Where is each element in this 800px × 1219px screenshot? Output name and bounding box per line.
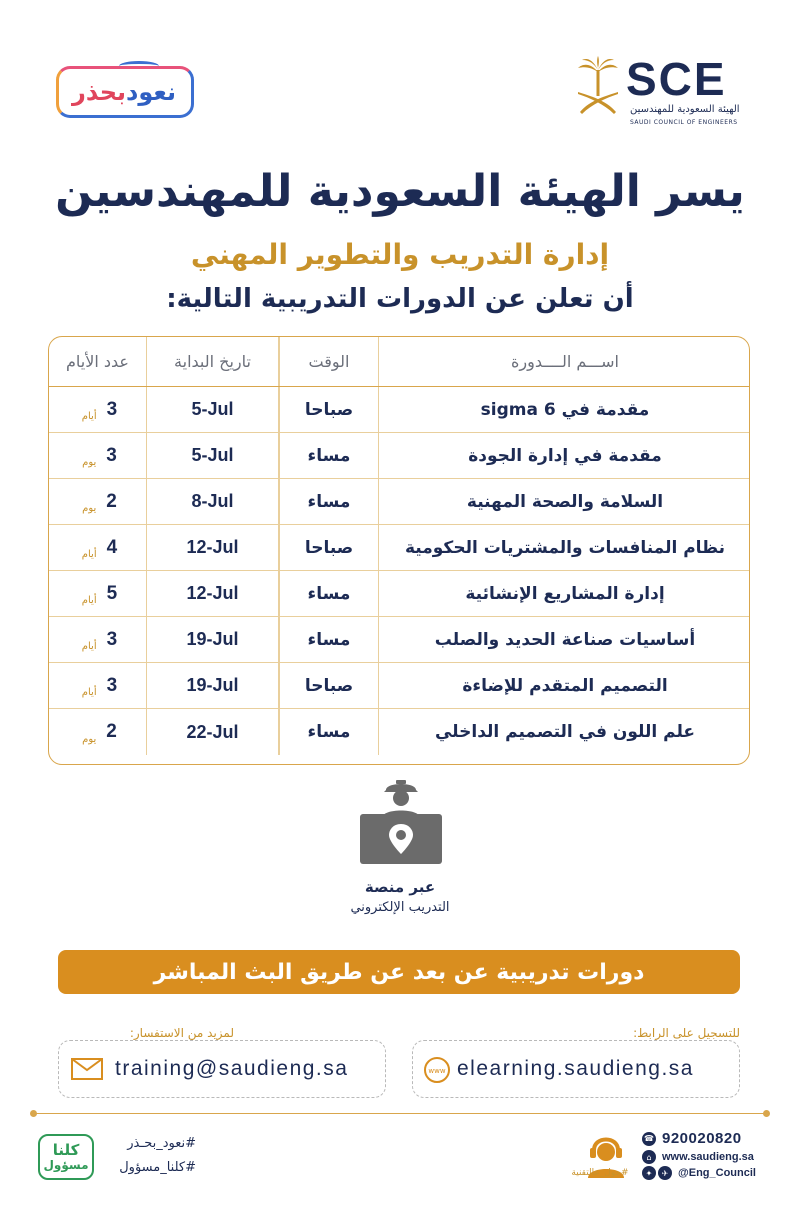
register-link-box[interactable] — [412, 1040, 740, 1098]
days-count: 2 — [106, 721, 117, 742]
phone-icon: ☎ — [642, 1132, 656, 1146]
header-start-date: تاريخ البداية — [147, 337, 279, 386]
social-row[interactable] — [642, 1166, 756, 1180]
course-name: أساسيات صناعة الحديد والصلب — [434, 629, 696, 650]
palm-swords-emblem-icon — [576, 56, 620, 116]
kollona-line1: كلنا — [52, 1141, 80, 1159]
course-time: صباحا — [279, 663, 379, 708]
course-days — [49, 617, 147, 662]
course-time: مساء — [279, 479, 379, 524]
days-count: 3 — [106, 398, 118, 420]
course-name: مقدمة في إدارة الجودة — [468, 445, 662, 466]
course-start-date: 5-Jul — [147, 387, 279, 432]
inquiry-email[interactable]: training@saudieng.sa — [115, 1057, 349, 1080]
days-count: 3 — [106, 444, 117, 466]
course-time: صباحا — [279, 525, 379, 570]
course-name: السلامة والصحة المهنية — [466, 491, 664, 512]
campaign-logo — [56, 66, 194, 118]
course-start-date: 12-Jul — [147, 571, 279, 616]
course-start-date: 19-Jul — [147, 617, 279, 662]
table-row — [49, 663, 749, 709]
course-name: إدارة المشاريع الإنشائية — [465, 583, 665, 604]
days-unit: أيام — [81, 641, 97, 652]
social-handle[interactable]: @Eng_Council — [678, 1167, 756, 1179]
days-unit: أيام — [81, 411, 97, 422]
course-time: مساء — [279, 617, 379, 662]
register-label: للتسجيل على الرابط: — [633, 1026, 740, 1040]
days-count: 4 — [106, 536, 118, 558]
table-row — [49, 433, 749, 479]
course-name: علم اللون في التصميم الداخلي — [434, 722, 696, 742]
campaign-logo-part2: بحذر — [72, 78, 127, 106]
days-count: 3 — [106, 628, 118, 650]
table-row — [49, 525, 749, 571]
footer-divider — [34, 1113, 766, 1114]
snapchat-icon: ✦ — [642, 1166, 656, 1180]
svg-text:www: www — [428, 1067, 446, 1075]
course-start-date: 12-Jul — [147, 525, 279, 570]
course-days — [49, 433, 147, 478]
days-unit: أيام — [81, 687, 97, 698]
sce-arabic-name: الهيئة السعودية للمهندسين — [630, 104, 740, 115]
course-days — [49, 709, 147, 755]
intro-text: أن تعلن عن الدورات التدريبية التالية: — [166, 284, 634, 314]
twitter-icon: ✈ — [658, 1166, 672, 1180]
phone-row[interactable] — [642, 1130, 742, 1147]
table-row — [49, 617, 749, 663]
kollona-line2: مسؤول — [43, 1158, 89, 1172]
course-days — [49, 663, 147, 708]
platform-line2: التدريب الإلكتروني — [350, 900, 450, 915]
platform-line1: عبر منصة — [364, 878, 436, 896]
course-days — [49, 387, 147, 432]
days-unit: أيام — [81, 595, 97, 606]
table-row — [49, 709, 749, 755]
course-days — [49, 479, 147, 524]
days-unit: يوم — [82, 457, 97, 468]
kollona-masool-logo — [38, 1134, 94, 1180]
course-start-date: 19-Jul — [147, 663, 279, 708]
course-time: مساء — [279, 433, 379, 478]
days-unit: يوم — [82, 734, 97, 745]
sce-logo — [576, 52, 746, 132]
inquiry-label: لمزيد من الاستفسار: — [129, 1026, 234, 1040]
days-unit: أيام — [81, 549, 97, 560]
e-training-platform — [340, 778, 460, 928]
laptop-trainer-icon — [358, 778, 444, 866]
table-row — [49, 571, 749, 617]
table-row — [49, 479, 749, 525]
live-stream-banner: دورات تدريبية عن بعد عن طريق البث المباشر — [58, 950, 740, 994]
course-days — [49, 571, 147, 616]
sce-letters: SCE — [626, 53, 727, 105]
course-name: مقدمة في 6 sigma — [480, 399, 650, 420]
sce-english-name: SAUDI COUNCIL OF ENGINEERS — [630, 119, 738, 126]
course-start-date: 22-Jul — [147, 709, 279, 755]
subheadline: إدارة التدريب والتطوير المهني — [190, 238, 610, 271]
table-row — [49, 387, 749, 433]
header-course-name: اســـم الــــدورة — [511, 352, 619, 371]
support-hashtag: #حول_عالتقنية — [571, 1168, 629, 1178]
hashtag-1[interactable]: #نعود_بحـذر — [127, 1136, 196, 1151]
home-icon: ⌂ — [642, 1150, 656, 1164]
days-unit: يوم — [82, 503, 97, 514]
days-count: 3 — [106, 674, 118, 696]
course-start-date: 5-Jul — [147, 433, 279, 478]
www-icon — [423, 1056, 451, 1084]
website-url[interactable]: www.saudieng.sa — [662, 1151, 754, 1163]
course-name: التصميم المتقدم للإضاءة — [462, 675, 668, 696]
days-count: 2 — [106, 490, 117, 512]
inquiry-email-box[interactable] — [58, 1040, 386, 1098]
course-time: صباحا — [279, 387, 379, 432]
courses-table — [48, 336, 750, 765]
mail-icon — [71, 1058, 103, 1080]
register-url[interactable]: elearning.saudieng.sa — [457, 1057, 694, 1080]
phone-number[interactable]: 920020820 — [662, 1130, 742, 1147]
course-time: مساء — [279, 709, 379, 755]
course-name: نظام المنافسات والمشتريات الحكومية — [405, 537, 725, 558]
campaign-logo-part1: نعود — [126, 78, 176, 106]
headline: يسر الهيئة السعودية للمهندسين — [55, 166, 745, 217]
website-row[interactable] — [642, 1150, 754, 1164]
days-count: 5 — [106, 582, 118, 604]
course-time: مساء — [279, 571, 379, 616]
header-time: الوقت — [279, 337, 379, 386]
course-days — [49, 525, 147, 570]
logo-swoosh — [119, 61, 159, 71]
header-days: عدد الأيام — [49, 337, 147, 386]
hashtag-2[interactable]: #كلنا_مسؤول — [119, 1160, 196, 1175]
course-start-date: 8-Jul — [147, 479, 279, 524]
table-header — [49, 337, 749, 387]
